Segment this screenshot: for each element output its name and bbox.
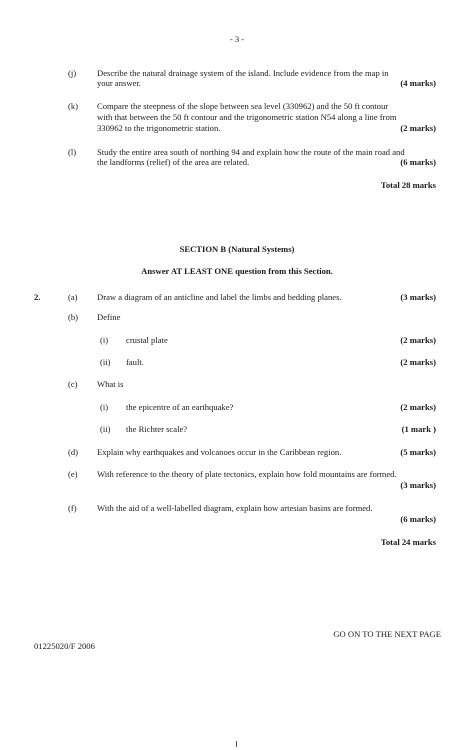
question-text: Study the entire area south of northing 94 and explain how the route of the main road and bbox=[97, 147, 405, 157]
total-marks-b: Total 24 marks bbox=[380, 537, 436, 547]
question-text: the landforms (relief) of the area are related. bbox=[97, 157, 250, 167]
subquestion-text: the epicentre of an earthquake? bbox=[126, 402, 234, 412]
scan-mark bbox=[236, 741, 237, 747]
subquestion-text: the Richter scale? bbox=[126, 424, 188, 434]
question-label: (a) bbox=[68, 292, 78, 302]
marks: (2 marks) bbox=[400, 402, 436, 412]
marks: (2 marks) bbox=[400, 123, 436, 133]
next-page-notice: GO ON TO THE NEXT PAGE bbox=[333, 629, 441, 639]
question-number: 2. bbox=[34, 292, 41, 302]
marks: (6 marks) bbox=[400, 514, 436, 524]
paper-code: 01225020/F 2006 bbox=[34, 641, 95, 651]
question-text: your answer. bbox=[97, 78, 141, 88]
question-text: with that between the 50 ft contour and the trigonometric station N54 along a line from bbox=[97, 112, 397, 122]
question-label: (k) bbox=[68, 101, 79, 111]
marks: (3 marks) bbox=[400, 292, 436, 302]
question-text: With the aid of a well-labelled diagram, explain how artesian basins are formed. bbox=[97, 503, 373, 513]
page-number: - 3 - bbox=[229, 34, 245, 44]
question-text: Describe the natural drainage system of the island. Include evidence from the map in bbox=[97, 68, 389, 78]
question-label: (f) bbox=[68, 503, 77, 513]
subquestion-label: (ii) bbox=[100, 424, 111, 434]
question-label: (j) bbox=[68, 68, 77, 78]
subquestion-text: crustal plate bbox=[126, 335, 168, 345]
question-text: With reference to the theory of plate tectonics, explain how fold mountains are formed. bbox=[97, 469, 397, 479]
question-text: Explain why earthquakes and volcanoes occur in the Caribbean region. bbox=[97, 447, 342, 457]
marks: (1 mark ) bbox=[401, 424, 436, 434]
marks: (4 marks) bbox=[400, 78, 436, 88]
subquestion-text: fault. bbox=[126, 357, 144, 367]
question-label: (d) bbox=[68, 447, 79, 457]
subquestion-label: (i) bbox=[100, 402, 109, 412]
marks: (6 marks) bbox=[400, 157, 436, 167]
subquestion-label: (i) bbox=[100, 335, 109, 345]
question-label: (l) bbox=[68, 147, 77, 157]
subquestion-label: (ii) bbox=[100, 357, 111, 367]
marks: (5 marks) bbox=[400, 447, 436, 457]
section-heading: SECTION B (Natural Systems) bbox=[179, 244, 295, 254]
question-text: What is bbox=[97, 379, 124, 389]
question-label: (e) bbox=[68, 469, 78, 479]
question-text: 330962 to the trigonometric station. bbox=[97, 123, 221, 133]
question-text: Draw a diagram of an anticline and label the limbs and bedding planes. bbox=[97, 292, 342, 302]
question-label: (c) bbox=[68, 379, 78, 389]
question-label: (b) bbox=[68, 312, 79, 322]
question-text: Define bbox=[97, 312, 121, 322]
question-text: Compare the steepness of the slope between sea level (330962) and the 50 ft contour bbox=[97, 101, 389, 111]
section-instruction: Answer AT LEAST ONE question from this Section. bbox=[141, 266, 333, 276]
marks: (2 marks) bbox=[400, 335, 436, 345]
marks: (2 marks) bbox=[400, 357, 436, 367]
total-marks-a: Total 28 marks bbox=[380, 180, 436, 190]
marks: (3 marks) bbox=[400, 480, 436, 490]
